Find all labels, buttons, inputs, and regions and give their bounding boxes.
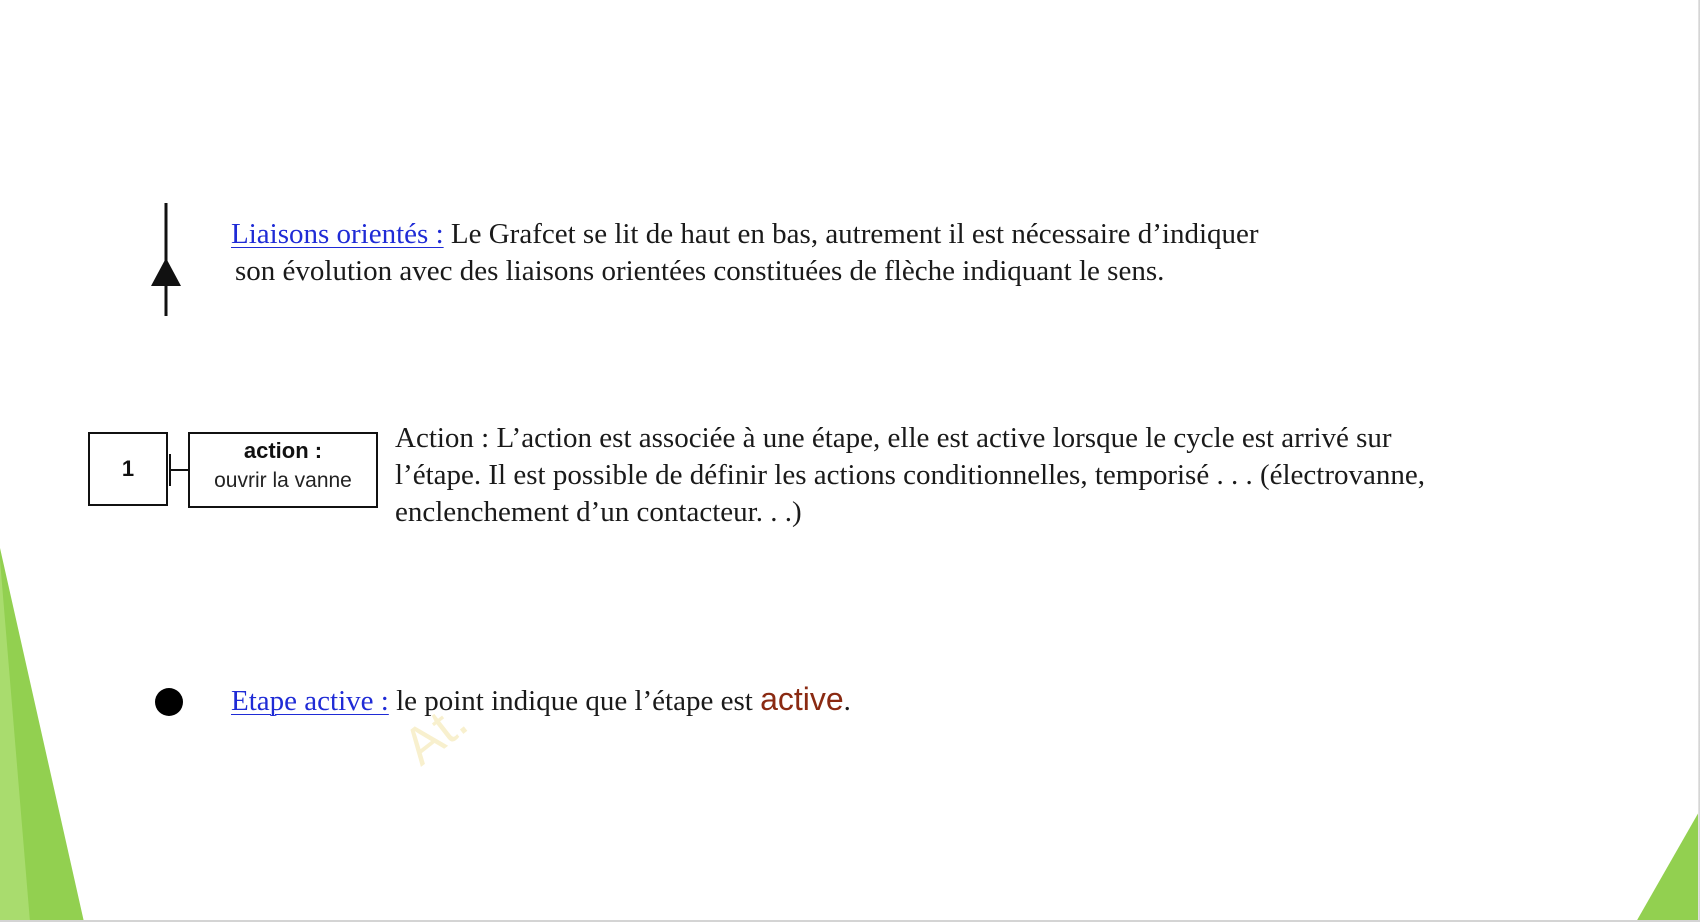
action-box-description: ouvrir la vanne	[214, 469, 352, 492]
grafcet-action-box	[188, 432, 378, 508]
etape-active-link[interactable]: Etape active :	[231, 685, 389, 717]
liaisons-line-2: son évolution avec des liaisons orientées constituées de flèche indiquant le sens.	[235, 255, 1165, 287]
action-line-3: enclenchement d’un contacteur. . .)	[395, 496, 802, 528]
liaisons-line-1-text: Le Grafcet se lit de haut en bas, autrement il est nécessaire d’indiquer	[443, 218, 1259, 250]
liaisons-link[interactable]: Liaisons orientés :	[231, 218, 444, 250]
liaisons-line-1	[231, 216, 1259, 253]
liaisons-paragraph	[231, 216, 1259, 290]
right-green-triangle	[1636, 810, 1700, 922]
grafcet-step-box	[88, 432, 168, 506]
etape-paragraph	[231, 681, 851, 720]
active-step-dot-icon	[154, 687, 184, 717]
oriented-link-arrow-icon	[140, 200, 190, 318]
step-action-connector	[166, 452, 190, 488]
step-number: 1	[121, 456, 135, 481]
action-line-1: Action : L’action est associée à une étape, elle est active lorsque le cycle est arrivé sur	[395, 422, 1392, 454]
etape-text-before: le point indique que l’étape est	[388, 685, 761, 717]
etape-text-after: .	[843, 685, 851, 717]
action-box-title: action :	[243, 438, 323, 463]
etape-highlight-word: active	[760, 681, 844, 717]
watermark: At.	[392, 691, 479, 777]
action-paragraph	[395, 420, 1425, 531]
action-line-2: l’étape. Il est possible de définir les actions conditionnelles, temporisé . . . (électrovanne,	[395, 459, 1425, 491]
